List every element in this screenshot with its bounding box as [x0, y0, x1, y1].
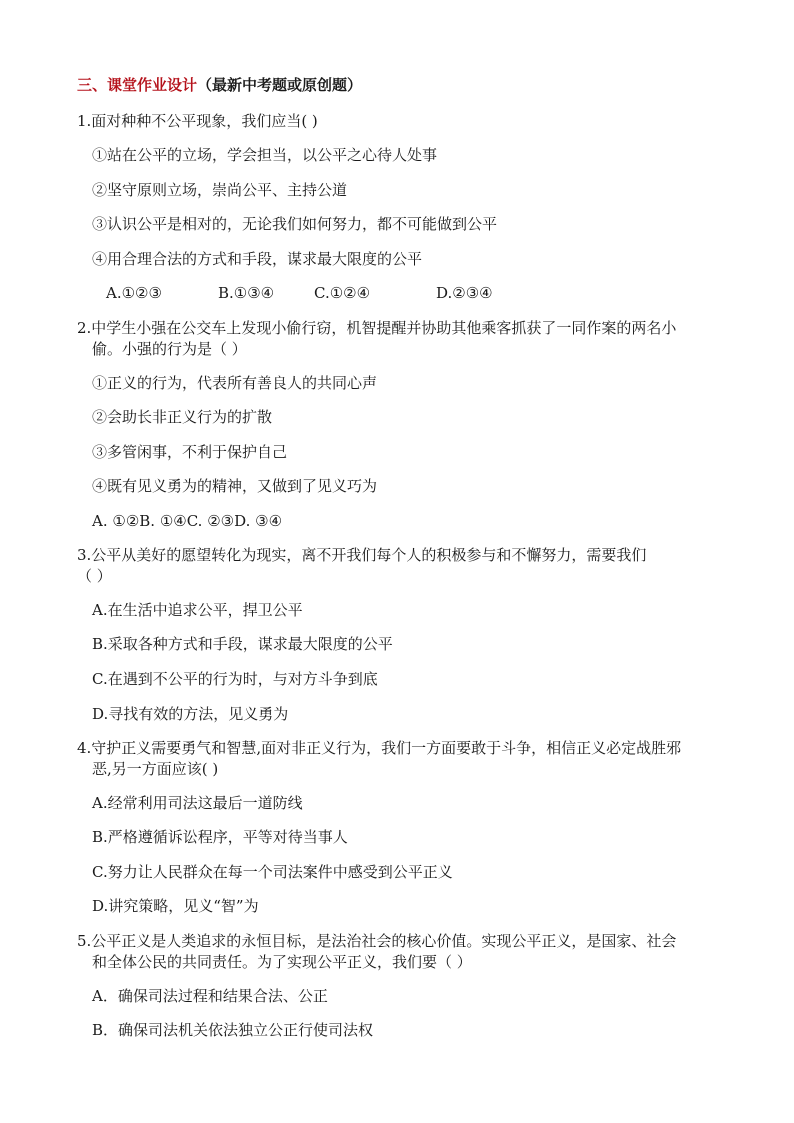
question-2-option-1: ①正义的行为，代表所有善良人的共同心声: [92, 374, 378, 392]
question-2-option-3: ③多管闲事，不利于保护自己: [92, 443, 288, 461]
question-1-choice-a: A.①②③: [106, 284, 162, 302]
question-4-option-b: B.严格遵循诉讼程序，平等对待当事人: [92, 828, 348, 846]
question-2-stem-line-2: 偷。小强的行为是（ ）: [92, 340, 247, 358]
question-1-choices: [106, 283, 493, 303]
question-2-choice-b: B. ①④: [139, 512, 187, 530]
question-2-choice-d: D. ③④: [234, 512, 283, 530]
question-3-option-d: D.寻找有效的方法，见义勇为: [92, 705, 289, 723]
question-1-choice-b: B.①③④: [218, 284, 275, 302]
question-1-choice-c: C.①②④: [314, 284, 371, 302]
question-5-stem-line-2: 和全体公民的共同责任。为了实现公平正义，我们要（ ）: [92, 953, 472, 971]
question-2-stem-line-1: 2.中学生小强在公交车上发现小偷行窃，机智提醒并协助其他乘客抓获了一同作案的两名小: [77, 319, 677, 337]
question-3-stem-line-2: （ ）: [77, 567, 112, 585]
question-4-option-a: A.经常利用司法这最后一道防线: [92, 794, 303, 812]
question-2-choices: [92, 511, 282, 531]
question-2-choice-c: C. ②③: [186, 512, 235, 530]
question-2-choice-a: A. ①②: [92, 512, 140, 530]
question-1-option-4: ④用合理合法的方式和手段，谋求最大限度的公平: [92, 250, 423, 268]
question-1-option-2: ②坚守原则立场，崇尚公平、主持公道: [92, 181, 348, 199]
question-2-option-2: ②会助长非正义行为的扩散: [92, 408, 273, 426]
question-5-option-a: A．确保司法过程和结果合法、公正: [92, 987, 328, 1005]
question-3-stem-line-1: 3.公平从美好的愿望转化为现实，离不开我们每个人的积极参与和不懈努力，需要我们: [77, 546, 647, 564]
question-3-option-c: C.在遇到不公平的行为时，与对方斗争到底: [92, 670, 378, 688]
section-heading: [77, 74, 362, 95]
question-3-option-b: B.采取各种方式和手段，谋求最大限度的公平: [92, 635, 393, 653]
question-1-choice-d: D.②③④: [436, 284, 493, 302]
question-2-option-4: ④既有见义勇为的精神，又做到了见义巧为: [92, 477, 378, 495]
section-title-note: （最新中考题或原创题）: [197, 76, 363, 94]
question-1-option-1: ①站在公平的立场，学会担当，以公平之心待人处事: [92, 146, 438, 164]
question-1-option-3: ③认识公平是相对的，无论我们如何努力，都不可能做到公平: [92, 215, 498, 233]
question-4-stem-line-2: 恶,另一方面应该( ): [92, 760, 219, 778]
question-1-stem: 1.面对种种不公平现象，我们应当( ): [77, 112, 318, 130]
question-4-option-d: D.讲究策略，见义“智”为: [92, 897, 259, 915]
question-5-stem-line-1: 5.公平正义是人类追求的永恒目标，是法治社会的核心价值。实现公平正义，是国家、社会: [77, 932, 677, 950]
question-3-option-a: A.在生活中追求公平，捍卫公平: [92, 601, 303, 619]
question-5-option-b: B．确保司法机关依法独立公正行使司法权: [92, 1021, 374, 1039]
section-title-red: 三、课堂作业设计: [77, 76, 198, 94]
question-4-stem-line-1: 4.守护正义需要勇气和智慧,面对非正义行为，我们一方面要敢于斗争，相信正义必定战胜邪: [77, 739, 682, 757]
question-4-option-c: C.努力让人民群众在每一个司法案件中感受到公平正义: [92, 863, 453, 881]
